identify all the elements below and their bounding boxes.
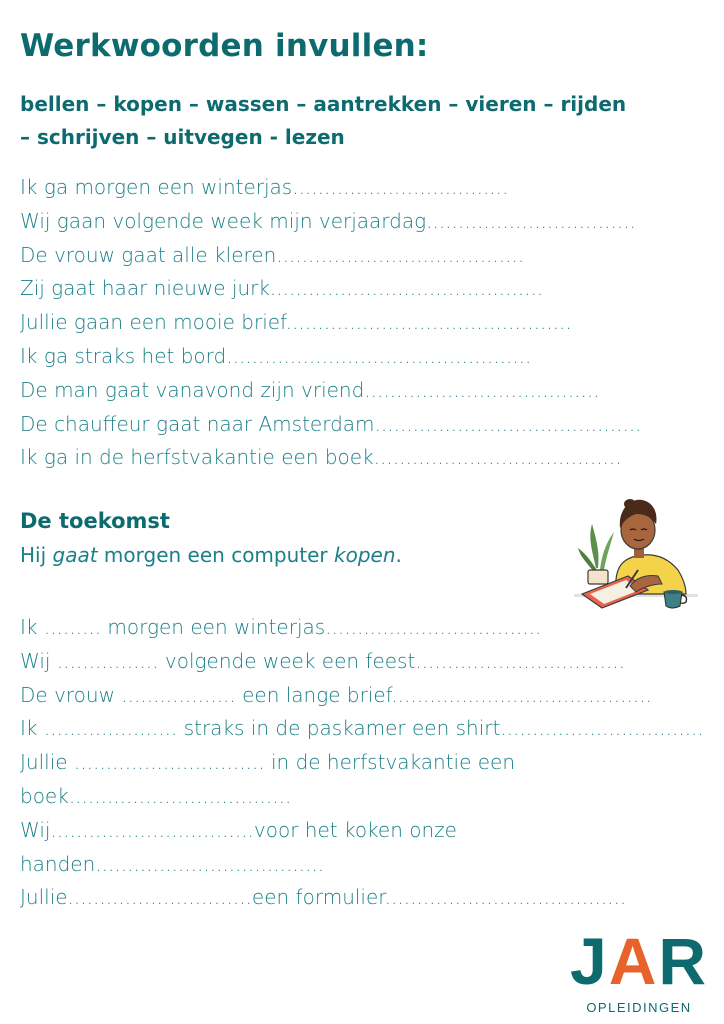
exercise-line: De chauffeur gaat naar Amsterdam.......................................... — [20, 411, 642, 436]
student-writing-illustration — [574, 490, 698, 614]
verb-list-line: – schrijven – uitvegen - lezen — [20, 125, 345, 149]
logo-letter-a: A — [608, 924, 659, 998]
logo-letter-j: J — [569, 924, 609, 998]
exercise-line: De vrouw .................. een lange brief......................................... — [20, 682, 652, 707]
example-verb: gaat — [52, 543, 98, 567]
exercise-line: Ik ga straks het bord................................................ — [20, 343, 532, 368]
section-title: De toekomst — [20, 509, 170, 533]
exercise-line: Jullie gaan een mooie brief............................................. — [20, 310, 572, 335]
exercise-line: boek................................... — [20, 783, 292, 808]
logo-mark — [566, 924, 712, 998]
exercise-line: Wij................................voor het koken onze — [20, 817, 457, 842]
example-text: morgen een computer — [97, 543, 335, 567]
exercise-line: De man gaat vanavond zijn vriend..................................... — [20, 377, 600, 402]
logo-subtitle: OPLEIDINGEN — [586, 1000, 692, 1015]
exercise-line: Jullie.............................een formulier...................................... — [20, 885, 627, 910]
exercise-1 — [20, 171, 642, 475]
verb-list-line: bellen – kopen – wassen – aantrekken – vieren – rijden — [20, 92, 627, 116]
exercise-line: Ik ga morgen een winterjas.................................. — [20, 175, 509, 199]
exercise-line: Wij ................ volgende week een feest................................. — [20, 648, 626, 673]
exercise-line: De vrouw gaat alle kleren....................................... — [20, 242, 525, 267]
exercise-line: Wij gaan volgende week mijn verjaardag................................. — [20, 208, 636, 233]
exercise-line: Ik ......... morgen een winterjas.................................. — [20, 615, 542, 639]
exercise-line: Zij gaat haar nieuwe jurk........................................... — [20, 276, 544, 301]
exercise-line: Ik ..................... straks in de paskamer een shirt................................ — [20, 716, 704, 741]
example-text: Hij — [20, 543, 53, 567]
exercise-2 — [20, 611, 704, 915]
example-text: . — [395, 543, 402, 567]
logo-letter-r: R — [658, 924, 709, 998]
example-sentence — [20, 543, 402, 567]
exercise-line: Jullie .............................. in de herfstvakantie een — [20, 750, 516, 775]
jar-logo — [566, 924, 712, 1018]
example-verb: kopen — [334, 543, 396, 567]
exercise-line: Ik ga in de herfstvakantie een boek....................................... — [20, 445, 622, 470]
exercise-line: handen.................................... — [20, 851, 325, 876]
verb-list — [20, 88, 710, 154]
page-title: Werkwoorden invullen: — [20, 28, 429, 64]
